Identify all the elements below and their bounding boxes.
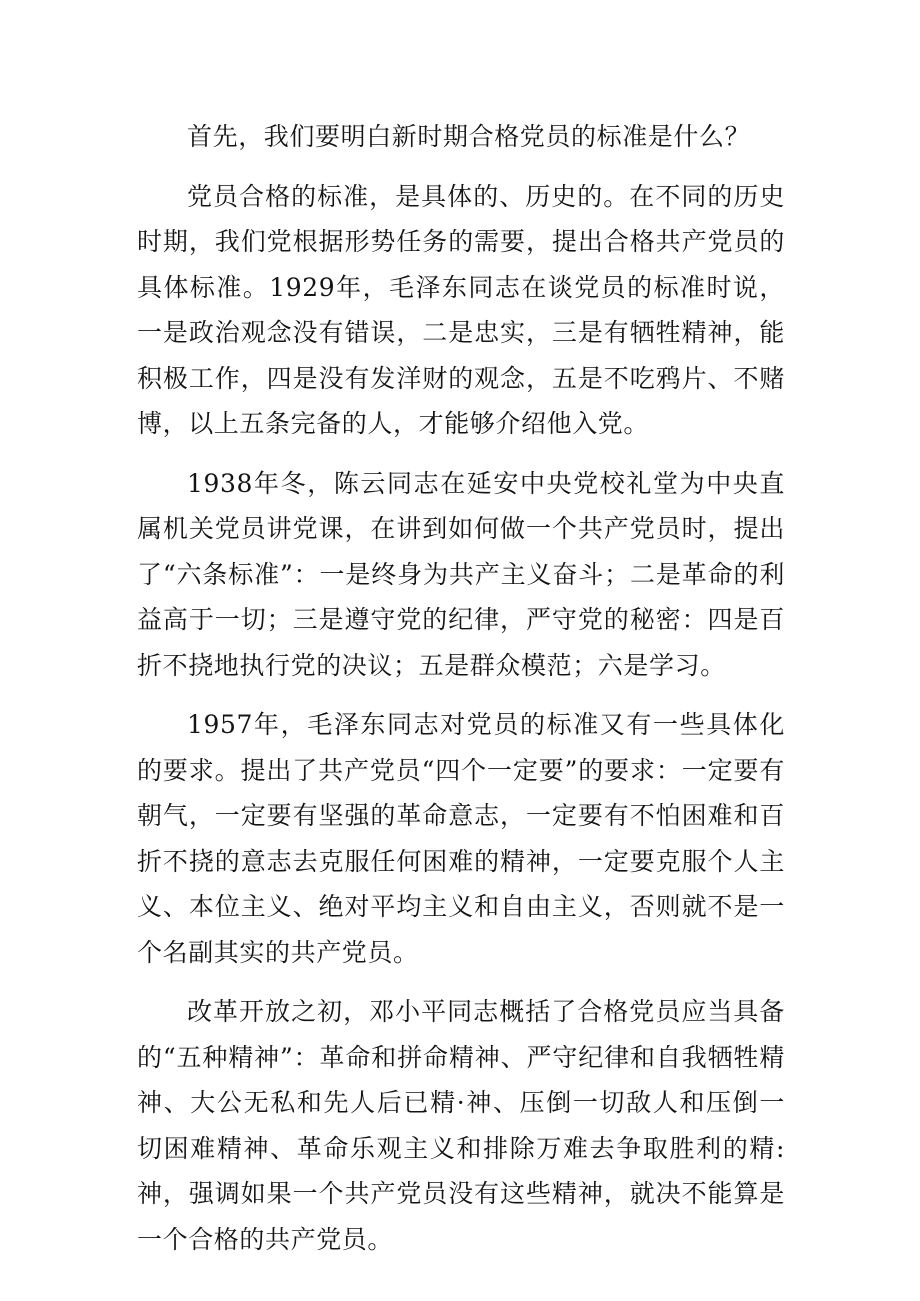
paragraph-1938-six-standards: 1938年冬，陈云同志在延安中央党校礼堂为中央直属机关党员讲党课，在讲到如何做一个共产党员时，提出了“六条标准”：一是终身为共产主义奋斗；二是革命的利益高于一切；三是遵守党的纪律，严守党的秘密：四是百折不挠地执行党的决议；五是群众模范；六是学习。 bbox=[137, 468, 785, 680]
paragraph-1929-standards: 党员合格的标准，是具体的、历史的。在不同的历史时期，我们党根据形势任务的需要，提出合格共产党员的具体标准。1929年，毛泽东同志在谈党员的标准时说，一是政治观念没有错误，二是忠实，三是有牺牲精神，能积极工作，四是没有发洋财的观念，五是不吃鸦片、不赌博，以上五条完备的人，才能够介绍他入党。 bbox=[137, 181, 785, 438]
document-body bbox=[137, 114, 785, 1276]
paragraph-intro-question: 首先，我们要明白新时期合格党员的标准是什么？ bbox=[187, 122, 751, 151]
paragraph-five-spirits: 改革开放之初，邓小平同志概括了合格党员应当具备的“五种精神”：革命和拼命精神、严守纪律和自我牺牲精神、大公无私和先人后已精·神、压倒一切敌人和压倒一切困难精神、革命乐观主义和排除万难去争取胜利的精:神，强调如果一个共产党员没有这些精神，就决不能算是一个合格的共产党员。 bbox=[137, 997, 785, 1254]
paragraph-1957-four-musts: 1957年，毛泽东同志对党员的标准又有一些具体化的要求。提出了共产党员“四个一定要”的要求：一定要有朝气，一定要有坚强的革命意志，一定要有不怕困难和百折不挠的意志去克服任何困难的精神，一定要克服个人主义、本位主义、绝对平均主义和自由主义，否则就不是一个名副其实的共产党员。 bbox=[137, 710, 785, 967]
